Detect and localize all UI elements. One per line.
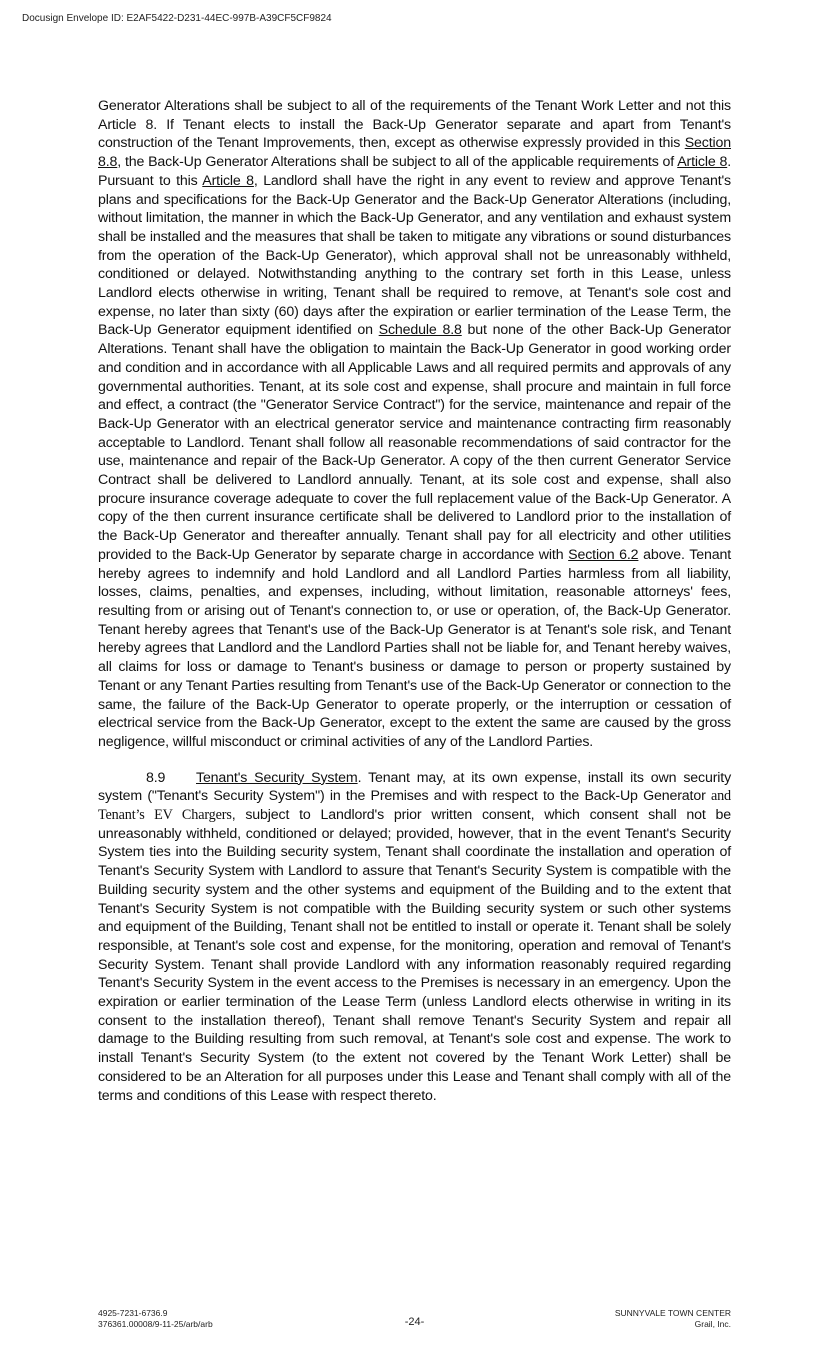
text-run: Generator Alterations shall be subject to all of the requirements of the Tenant Work Letter and not this Article 8. If Tenant elects to install the Back-Up Generator separate and apart from Tenant's construction of the Tenant Improvements, then, except as otherwise expressly provided in this <box>98 98 731 152</box>
paragraph-back-up-generator <box>98 97 731 752</box>
page-number: -24- <box>404 1316 425 1328</box>
section-heading: Tenant's Security System <box>196 769 358 786</box>
schedule-8-8-reference: Schedule 8.8 <box>378 322 462 339</box>
section-8-8-reference: Section 8.8 <box>98 135 731 171</box>
text-run: , subject to Landlord's prior written consent, which consent shall not be unreasonably withheld, conditioned or delayed; provided, however, that in the event Tenant's Security System ties into the Building security system, Tenant shall coordinate the installation and operation of Tenant's Security System with Landlord to assure that Tenant's Security System is compatible with the Building security system and the other systems and equipment of the Building and to the extent that Tenant's Security System is not compatible with the Building security system or such other systems and equipment of the Building, Tenant shall not be entitled to install or operate it. Tenant shall be solely responsible, at Tenant's sole cost and expense, for the monitoring, operation and removal of Tenant's Security System. Tenant shall provide Landlord with any information reasonably required regarding Tenant's Security System in the event access to the Premises is necessary in an emergency. Upon the expiration or earlier termination of the Lease Term (unless Landlord elects otherwise in writing in its consent to the installation thereof), Tenant shall remove Tenant's Security System and repair all damage to the Building resulting from such removal, at Tenant's sole cost and expense. The work to install Tenant's Security System (to the extent not covered by the Tenant Work Letter) shall be considered to be an Alteration for all purposes under this Lease and Tenant shall comply with all of the terms and conditions of this Lease with respect thereto. <box>98 807 731 1104</box>
article-8-reference: Article 8 <box>202 172 254 189</box>
text-run: . Tenant may, at its own expense, install its own security system ("Tenant's Security System") in the Premises and with respect to the Back-Up Generator <box>98 769 732 805</box>
document-body <box>98 97 731 1105</box>
section-6-2-reference: Section 6.2 <box>568 546 639 563</box>
text-run: above. Tenant hereby agrees to indemnify and hold Landlord and all Landlord Parties harmless from all liability, losses, claims, penalties, and expenses, including, without limitation, reasonable attorneys' fees, resulting from or arising out of Tenant's connection to, or use or operation, of, the Back-Up Generator. Tenant hereby agrees that Tenant's use of the Back-Up Generator is at Tenant's sole risk, and Tenant hereby agrees that Landlord and the Landlord Parties shall not be liable for, and Tenant hereby waives, all claims for loss or damage to Tenant's business or damage to person or property sustained by Tenant or any Tenant Parties resulting from Tenant's use of the Back-Up Generator or connection to the same, the failure of the Back-Up Generator to operate properly, or the interruption or cessation of electrical service from the Back-Up Generator, except to the extent the same are caused by the gross negligence, willful misconduct or criminal activities of any of the Landlord Parties. <box>98 546 731 750</box>
text-run: . Pursuant to this <box>98 154 731 189</box>
text-run: , the Back-Up Generator Alterations shall be subject to all of the applicable requirements of <box>117 154 678 171</box>
project-name: SUNNYVALE TOWN CENTER <box>614 1308 731 1318</box>
paragraph-security-system <box>98 769 731 1106</box>
text-run: but none of the other Back-Up Generator Alterations. Tenant shall have the obligation to maintain the Back-Up Generator in good working order and condition and in accordance with all Applicable Laws and all required permits and approvals of any governmental authorities. Tenant, at its sole cost and expense, shall procure and maintain in full force and effect, a contract (the "Generator Service Contract") for the service, maintenance and repair of the Back-Up Generator with an electrical generator service and maintenance contracting firm reasonably acceptable to Landlord. Tenant shall follow all reasonable recommendations of said contractor for the use, maintenance and repair of the Back-Up Generator. A copy of the then current Generator Service Contract shall be delivered to Landlord annually. Tenant, at its sole cost and expense, shall also procure insurance coverage adequate to cover the full replacement value of the Back-Up Generator. A copy of the then current insurance certificate shall be delivered to Landlord prior to the installation of the Back-Up Generator and thereafter annually. Tenant shall pay for all electricity and other utilities provided to the Back-Up Generator by separate charge in accordance with <box>98 322 731 563</box>
section-number: 8.9 <box>146 769 166 786</box>
docusign-envelope-id: Docusign Envelope ID: E2AF5422-D231-44EC-997B-A39CF5CF9824 <box>22 13 332 24</box>
matter-code: 376361.00008/9-11-25/arb/arb <box>98 1318 213 1329</box>
footer-project <box>615 1308 731 1329</box>
doc-number: 4925-7231-6736.9 <box>98 1308 168 1318</box>
text-run: , Landlord shall have the right in any event to review and approve Tenant's plans and specifications for the Back-Up Generator and the Back-Up Generator Alterations (including, without limitation, the manner in which the Back-Up Generator, and any ventilation and exhaust system shall be installed and the measures that shall be taken to mitigate any vibrations or sound disturbances from the operation of the Back-Up Generator), which approval shall not be unreasonably withheld, conditioned or delayed. Notwithstanding anything to the contrary set forth in this Lease, unless Landlord elects otherwise in writing, Tenant shall be required to remove, at Tenant's sole cost and expense, no later than sixty (60) days after the expiration or earlier termination of the Lease Term, the Back-Up Generator equipment identified on <box>98 172 731 339</box>
tenant-name: Grail, Inc. <box>694 1318 731 1329</box>
article-8-reference: Article 8 <box>677 154 728 171</box>
text-run-serif: and Tenant’s EV Chargers <box>98 788 731 824</box>
